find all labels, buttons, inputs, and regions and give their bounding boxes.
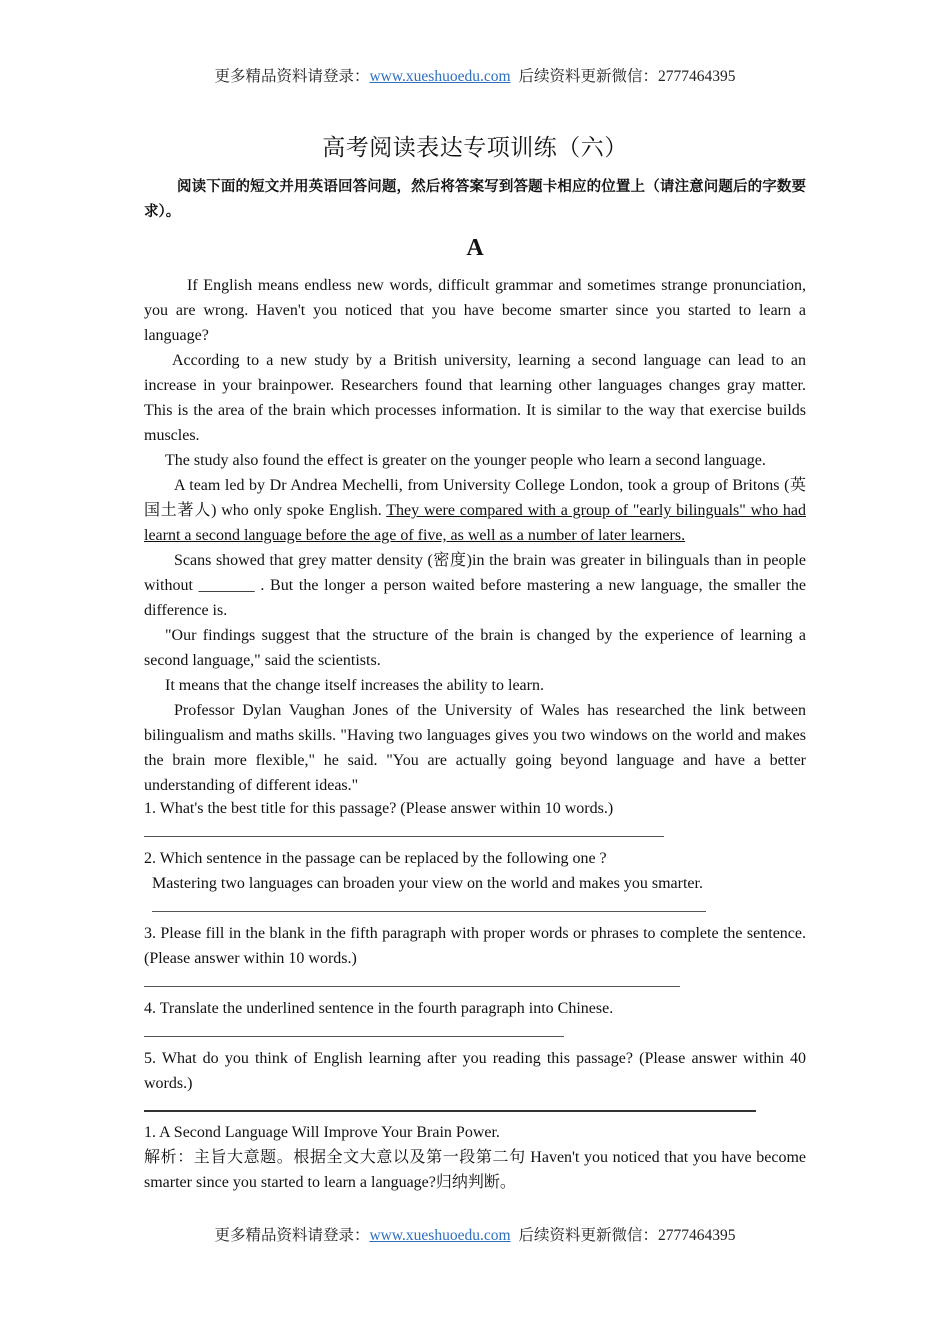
website-link[interactable]: www.xueshuoedu.com [369,1227,511,1244]
paragraph-4 [144,473,806,548]
banner-prefix: 更多精品资料请登录： [214,1227,370,1244]
answer-line-1[interactable] [144,821,806,846]
page-title: 高考阅读表达专项训练（六） [322,135,628,161]
answer-line-2[interactable] [144,896,806,921]
instructions: 阅读下面的短文并用英语回答问题，然后将答案写到答题卡相应的位置上（请注意问题后的字数要求）。 [144,179,806,220]
paragraph-7: It means that the change itself increases the ability to learn. [165,677,544,694]
questions-section [144,796,806,1121]
answer-line-3[interactable] [144,971,806,996]
paragraph-8: Professor Dylan Vaughan Jones of the University of Wales has researched the link between bilingualism and maths skills. "Having two languages gives you two windows on the world and makes the brain more flexible," he said. "You are actually going beyond language and have a better understanding of different ideas." [144,702,806,794]
question-4: 4. Translate the underlined sentence in the fourth paragraph into Chinese. [144,1000,614,1017]
paragraph-2: According to a new study by a British university, learning a second language can lead to an increase in your brainpower. Researchers found that learning other languages changes gray matter. This is the area of the brain which processes information. It is similar to the way that exercise builds muscles. [144,352,806,444]
header-banner [0,67,950,87]
website-link[interactable]: www.xueshuoedu.com [369,68,511,85]
question-2: 2. Which sentence in the passage can be replaced by the following one ? [144,850,607,867]
answer-line-5[interactable] [144,1096,806,1121]
paragraph-5: Scans showed that grey matter density (密度)in the brain was greater in bilinguals than in people without _______ . But the longer a person waited before mastering a new language, the smaller the difference is. [144,552,806,619]
banner-prefix: 更多精品资料请登录： [214,68,370,85]
section-heading: A [466,235,484,261]
question-3: 3. Please fill in the blank in the fifth paragraph with proper words or phrases to complete the sentence. (Please answer within 10 words.) [144,925,806,967]
answer-key [144,1120,806,1195]
reading-passage [144,273,806,798]
paragraph-6: "Our findings suggest that the structure of the brain is changed by the experience of learning a second language," said the scientists. [144,627,806,669]
answer-line-4[interactable] [144,1021,806,1046]
question-2-sentence: Mastering two languages can broaden your view on the world and makes you smarter. [152,875,703,892]
question-5: 5. What do you think of English learning after you reading this passage? (Please answer within 40 words.) [144,1050,806,1092]
answer-1-explanation: 解析：主旨大意题。根据全文大意以及第一段第二句 Haven't you noticed that you have become smarter since you started to learn a language?归纳判断。 [144,1149,806,1191]
answer-1: 1. A Second Language Will Improve Your Brain Power. [144,1124,500,1141]
footer-banner [0,1226,950,1246]
banner-suffix: 后续资料更新微信：2777464395 [518,1227,736,1244]
paragraph-1: If English means endless new words, difficult grammar and sometimes strange pronunciation, you are wrong. Haven't you noticed that you have become smarter since you started to learn a language? [144,277,806,344]
banner-suffix: 后续资料更新微信：2777464395 [518,68,736,85]
paragraph-3: The study also found the effect is greater on the younger people who learn a second language. [165,452,766,469]
question-1: 1. What's the best title for this passage? (Please answer within 10 words.) [144,800,614,817]
paragraph-4-text: A team led by Dr Andrea Mechelli, from University College London, took a group of Britons (英国土著人) who only spoke English. [144,477,806,519]
underlined-sentence: They were compared with a group of "early bilinguals" who had learnt a second language before the age of five, as well as a number of later learners. [144,502,806,544]
